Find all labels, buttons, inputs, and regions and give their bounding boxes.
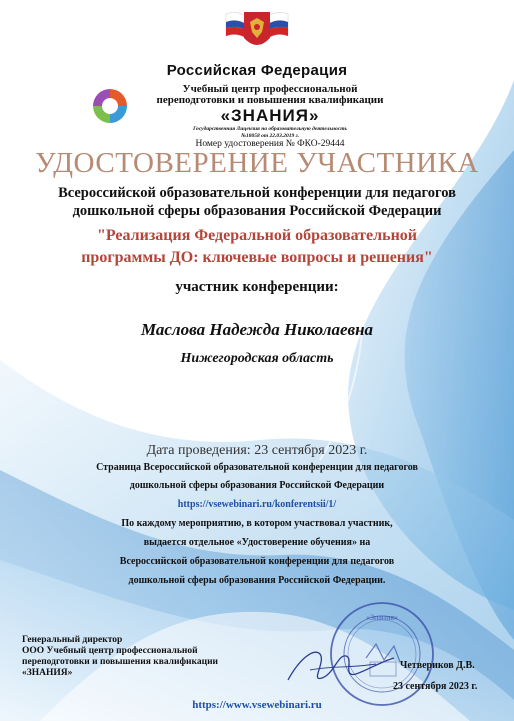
- org-name: «ЗНАНИЯ»: [220, 106, 320, 125]
- signature-date: 23 сентября 2023 г.: [393, 681, 478, 692]
- participant-region: Нижегородская область: [180, 351, 334, 366]
- website-link[interactable]: https://www.vsewebinari.ru: [192, 699, 322, 711]
- info-line-3: По каждому мероприятию, в котором участвовал участник,: [121, 518, 393, 529]
- signature-icon: [280, 640, 400, 690]
- org-line-1: Учебный центр профессиональной: [182, 83, 358, 95]
- director-line-2: ООО Учебный центр профессиональной: [22, 646, 198, 656]
- conference-line-2: дошкольной сферы образования Российской Федерации: [72, 203, 442, 219]
- topic-line-1: "Реализация Федеральной образовательной: [96, 227, 418, 244]
- info-line-5: Всероссийской образовательной конференции для педагогов: [119, 556, 395, 567]
- license-line-2: №18058 от 22.03.2019 г.: [240, 133, 300, 139]
- info-line-2: дошкольной сферы образования Российской Федерации: [129, 480, 385, 491]
- signer-name: Четвериков Д.В.: [400, 660, 475, 671]
- event-date: Дата проведения: 23 сентября 2023 г.: [146, 443, 368, 458]
- license-text: [120, 126, 420, 140]
- stamp-text: «Знания»: [365, 613, 399, 622]
- conference-page-link[interactable]: https://vsewebinari.ru/konferentsii/1/: [177, 499, 337, 510]
- participant-name: Маслова Надежда Николаевна: [140, 320, 374, 339]
- director-line-3: переподготовки и повышения квалификации: [22, 657, 219, 667]
- license-line-1: Государственная Лицензия на образовательную деятельность: [192, 126, 348, 132]
- info-line-1: Страница Всероссийской образовательной конференции для педагогов: [96, 462, 418, 473]
- coat-of-arms-icon: [224, 8, 290, 58]
- director-line-4: «ЗНАНИЯ»: [22, 668, 73, 678]
- director-line-1: Генеральный директор: [22, 635, 123, 645]
- director-block: [22, 635, 218, 679]
- info-line-4: выдается отдельное «Удостоверение обучения» на: [143, 537, 371, 548]
- conference-line-1: Всероссийской образовательной конференции для педагогов: [58, 185, 456, 201]
- participant-label: участник конференции:: [175, 279, 339, 295]
- certificate-number: Номер удостоверения № ФКО-29444: [195, 139, 345, 149]
- country-title: Российская Федерация: [166, 62, 348, 79]
- org-line-2: переподготовки и повышения квалификации: [156, 94, 384, 106]
- info-line-6: дошкольной сферы образования Российской Федерации.: [128, 575, 386, 586]
- certificate-title: УДОСТОВЕРЕНИЕ УЧАСТНИКА: [35, 147, 479, 179]
- topic-line-2: программы ДО: ключевые вопросы и решения": [81, 249, 433, 266]
